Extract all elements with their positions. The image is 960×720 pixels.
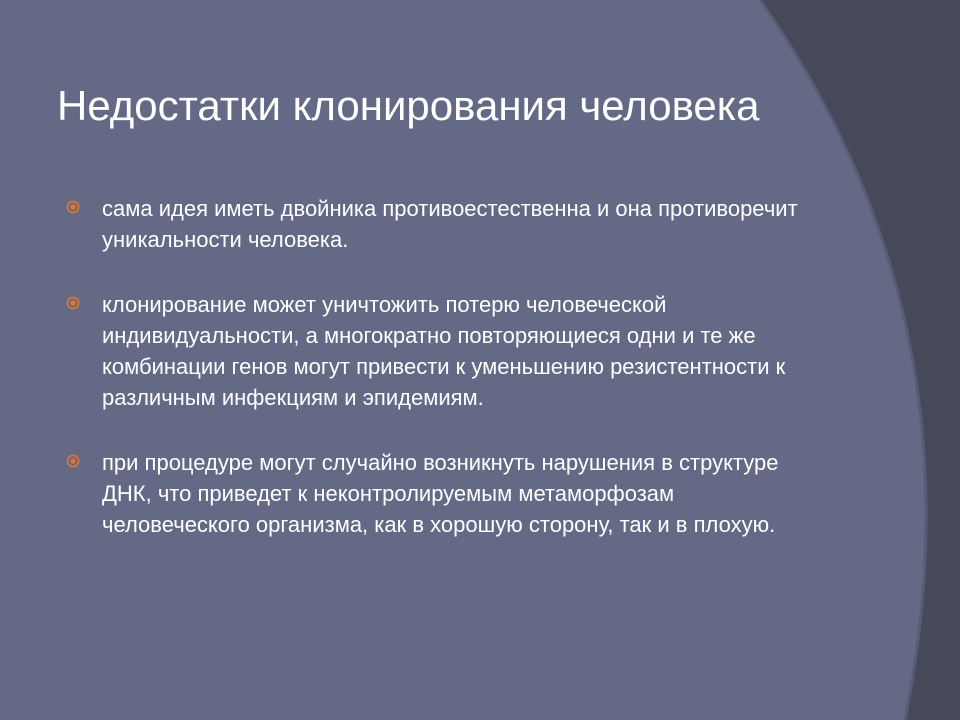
bullet-text: сама идея иметь двойника противоестественна и она противоречит уникальности человека. <box>102 196 798 252</box>
bullet-text: при процедуре могут случайно возникнуть нарушения в структуре ДНК, что приведет к неконтролируемым метаморфозам человеческого организма, как в хорошую сторону, так и в плохую. <box>102 450 779 537</box>
bullet-item <box>62 289 822 413</box>
bullet-list <box>62 193 822 574</box>
target-circle-icon <box>66 200 80 214</box>
bullet-item <box>62 447 822 540</box>
slide-title: Недостатки клонирования человека <box>57 82 760 129</box>
target-circle-icon <box>66 296 80 310</box>
bullet-text: клонирование может уничтожить потерю человеческой индивидуальности, а многократно повторяющиеся одни и те же комбинации генов могут привести к уменьшению резистентности к различным инфекциям и эпидемиям. <box>102 292 786 410</box>
target-circle-icon <box>66 454 80 468</box>
bullet-item <box>62 193 822 255</box>
